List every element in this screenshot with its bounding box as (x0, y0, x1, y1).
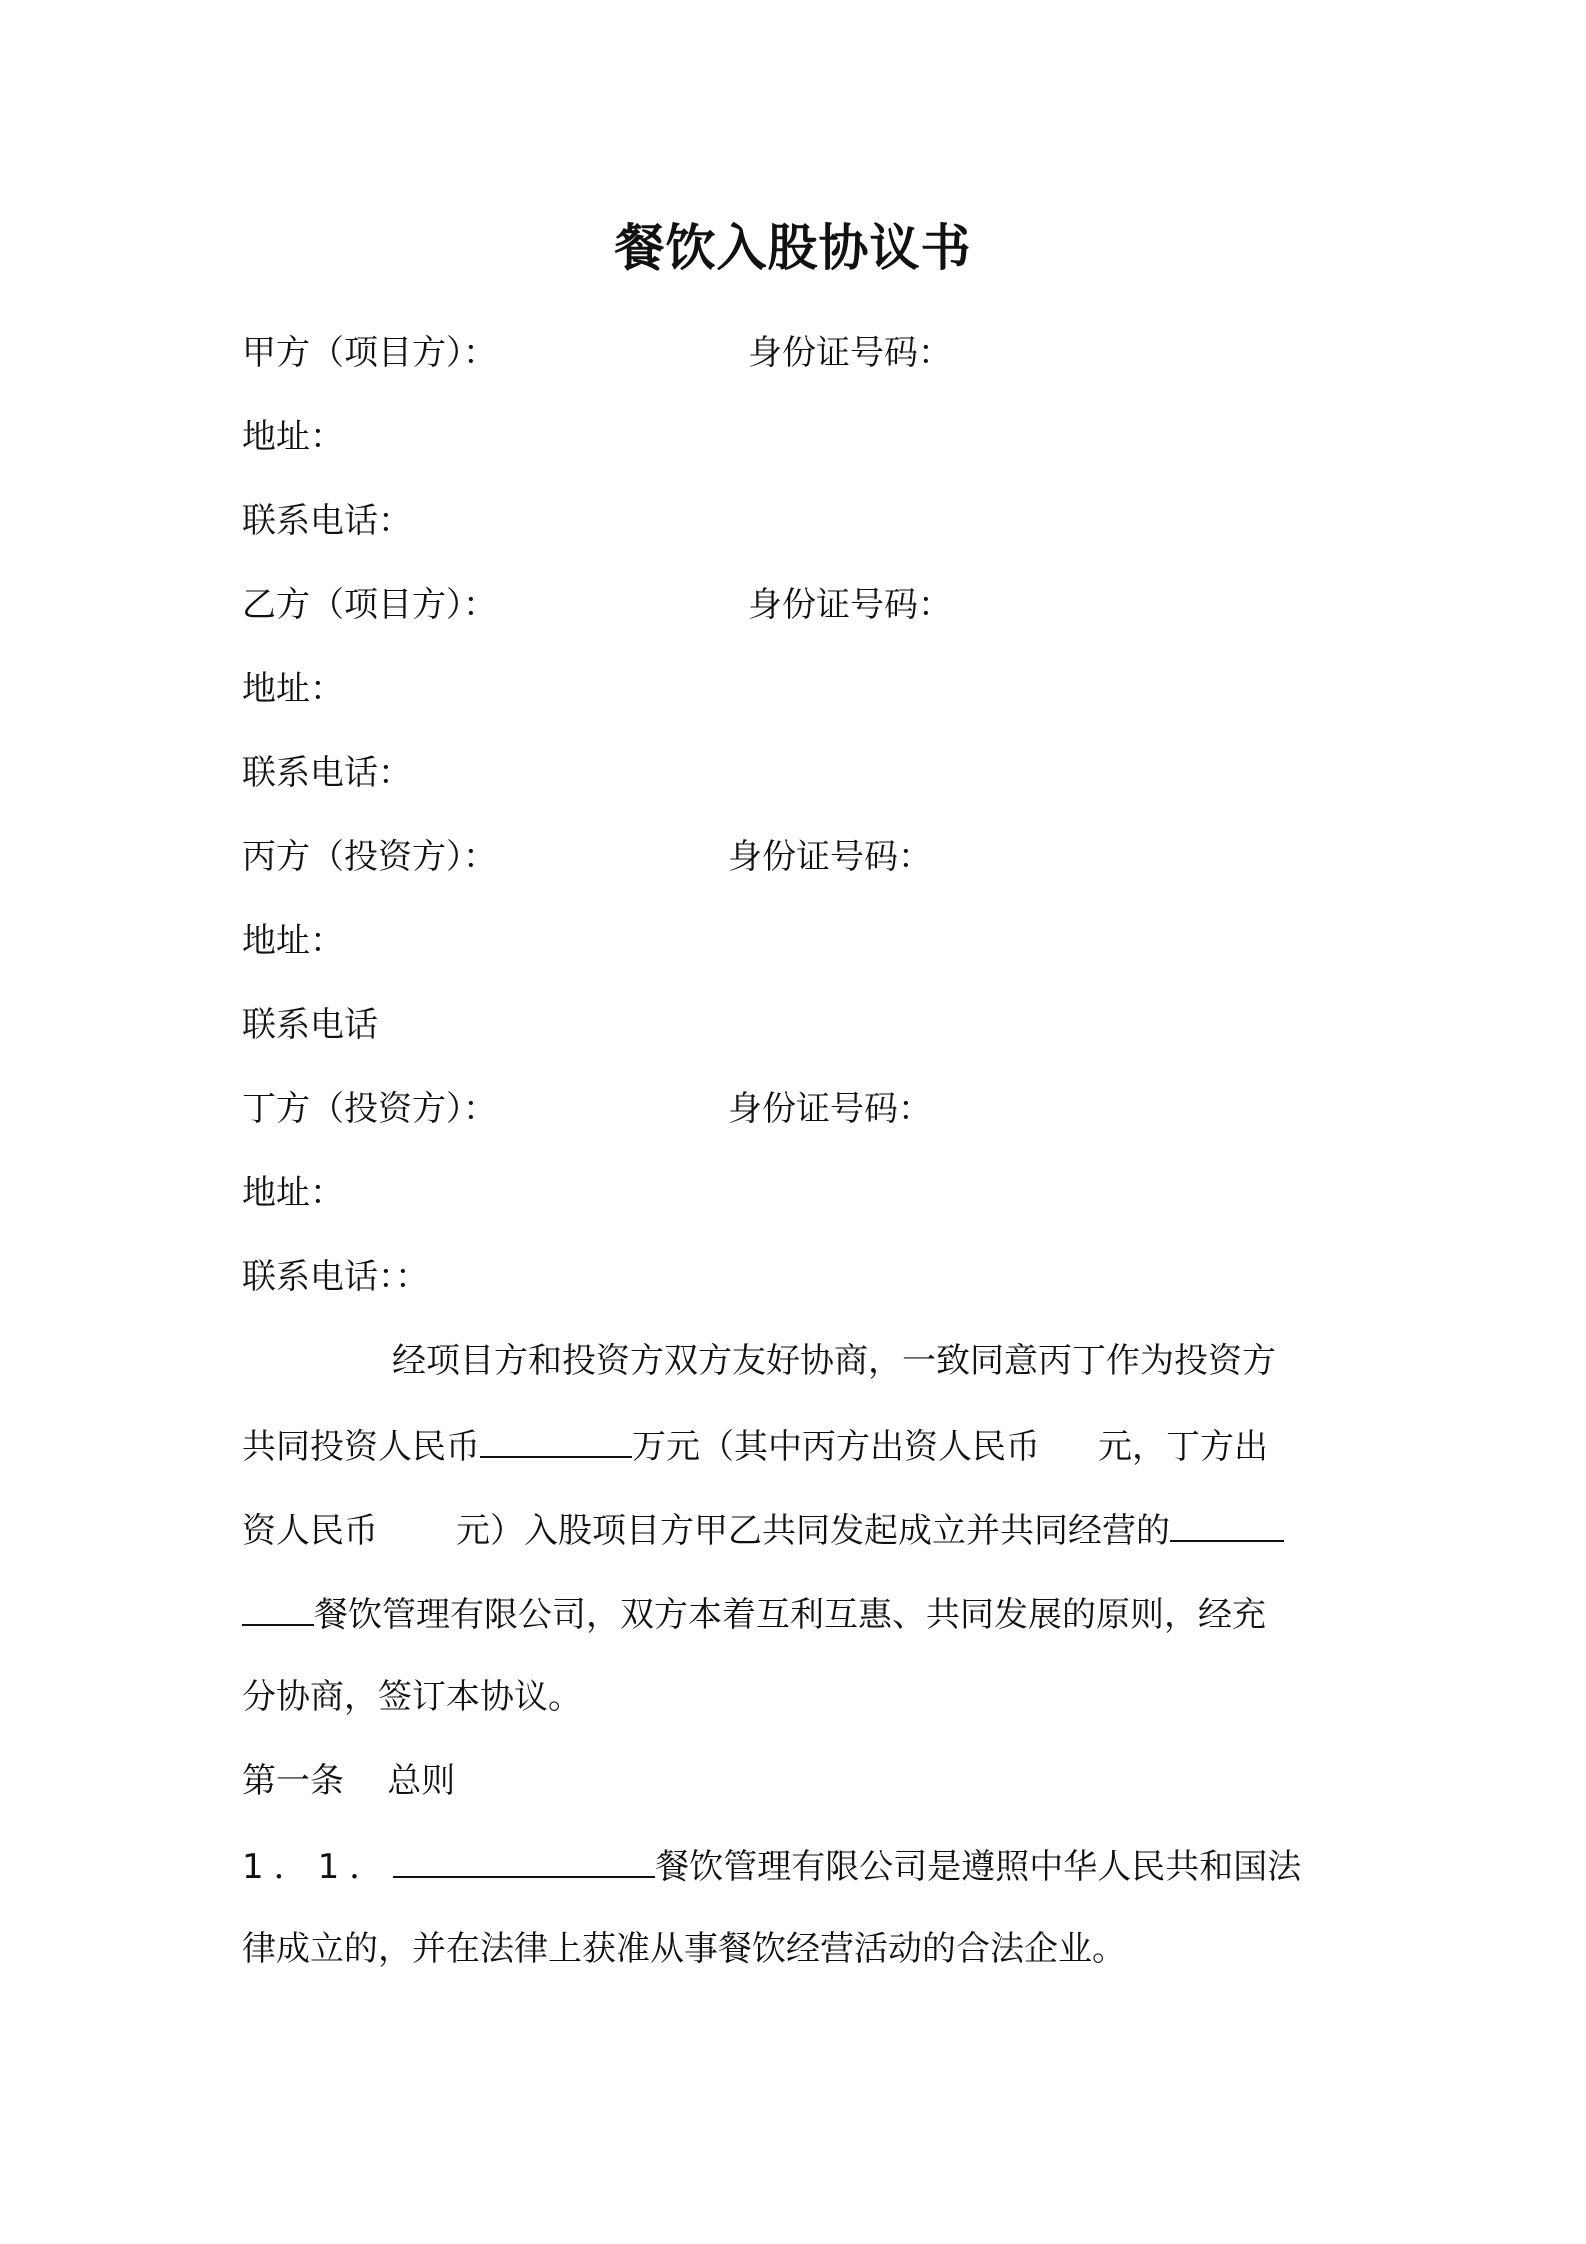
party-d-name-label: 丁方（投资方）： (242, 1089, 497, 1129)
party-d-phone-label: 联系电话：： (242, 1257, 429, 1297)
clause-1-1-line-2: 律成立的，并在法律上获准从事餐饮经营活动的合法企业。 (242, 1929, 1126, 1969)
clause-number: 1．1． (242, 1847, 394, 1887)
party-d-id-label: 身份证号码： (728, 1089, 932, 1129)
party-d-address-label: 地址： (242, 1173, 344, 1213)
intro-line-2-text-b: 万元（其中丙方出资人民币 (632, 1427, 1040, 1467)
party-a-address-label: 地址： (242, 417, 344, 457)
party-b-name-label: 乙方（项目方）： (242, 585, 497, 625)
total-amount-blank (480, 1420, 632, 1458)
intro-line-2-text-c: 元，丁方出 (1098, 1427, 1268, 1467)
party-c-phone-label: 联系电话 (242, 1005, 378, 1045)
intro-line-5: 分协商，签订本协议。 (242, 1677, 582, 1717)
intro-line-2-text-a: 共同投资人民币 (242, 1427, 480, 1467)
company-name-blank-start (1170, 1504, 1284, 1542)
party-c-address-label: 地址： (242, 921, 344, 961)
intro-line-1: 经项目方和投资方双方友好协商，一致同意丙丁作为投资方 (392, 1341, 1276, 1381)
clause-company-name-blank (393, 1840, 655, 1878)
document-title: 餐饮入股协议书 (614, 219, 972, 277)
party-c-name-label: 丙方（投资方）： (242, 837, 497, 877)
intro-line-3 (242, 1504, 1284, 1556)
intro-line-2 (242, 1420, 1268, 1472)
party-c-id-label: 身份证号码： (728, 837, 932, 877)
intro-line-3-text-b: 元）入股项目方甲乙共同发起成立并共同经营的 (456, 1511, 1170, 1551)
party-a-name-label: 甲方（项目方）： (242, 333, 497, 373)
intro-line-4-text: 餐饮管理有限公司，双方本着互利互惠、共同发展的原则，经充 (314, 1595, 1266, 1635)
party-a-id-label: 身份证号码： (748, 333, 952, 373)
intro-line-3-text-a: 资人民币 (242, 1511, 378, 1551)
party-a-phone-label: 联系电话： (242, 501, 412, 541)
article-1-heading: 第一条 总则 (242, 1761, 456, 1801)
company-name-blank-end (242, 1588, 314, 1626)
party-b-id-label: 身份证号码： (748, 585, 952, 625)
party-b-address-label: 地址： (242, 669, 344, 709)
intro-line-4 (242, 1588, 1266, 1640)
clause-1-1-line-1 (242, 1840, 1301, 1892)
clause-1-1-text-a: 餐饮管理有限公司是遵照中华人民共和国法 (655, 1847, 1302, 1887)
party-b-phone-label: 联系电话： (242, 753, 412, 793)
